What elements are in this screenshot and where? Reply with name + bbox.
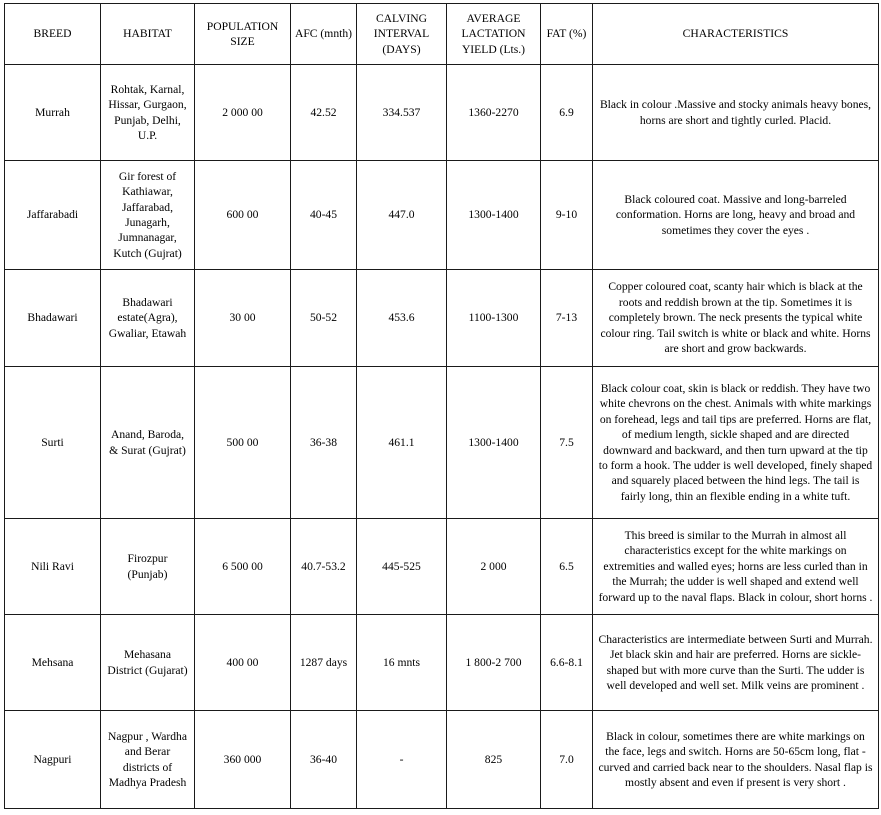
population-cell: 600 00 — [195, 161, 291, 270]
fat-cell: 7-13 — [541, 270, 593, 367]
yield-cell: 825 — [447, 711, 541, 809]
afc-cell: 36-38 — [291, 367, 357, 519]
afc-cell: 40.7-53.2 — [291, 519, 357, 615]
habitat-cell: Bhadawari estate(Agra), Gwaliar, Etawah — [101, 270, 195, 367]
header-characteristics: CHARACTERISTICS — [593, 4, 879, 65]
table-row — [5, 270, 879, 367]
header-calving: CALVING INTERVAL (DAYS) — [357, 4, 447, 65]
fat-cell: 9-10 — [541, 161, 593, 270]
characteristics-cell: Black in colour, sometimes there are white markings on the face, legs and switch. Horns are 50-65cm long, flat - curved and carried back near to the shoulders. Nasal flap is mostly absent and even if present is very short . — [593, 711, 879, 809]
fat-cell: 7.5 — [541, 367, 593, 519]
calving-cell: - — [357, 711, 447, 809]
afc-cell: 36-40 — [291, 711, 357, 809]
calving-cell: 16 mnts — [357, 615, 447, 711]
population-cell: 2 000 00 — [195, 65, 291, 161]
habitat-cell: Rohtak, Karnal, Hissar, Gurgaon, Punjab, Delhi, U.P. — [101, 65, 195, 161]
buffalo-breeds-table — [4, 3, 879, 809]
calving-cell: 445-525 — [357, 519, 447, 615]
habitat-cell: Mehasana District (Gujarat) — [101, 615, 195, 711]
header-breed: BREED — [5, 4, 101, 65]
habitat-cell: Gir forest of Kathiawar, Jaffarabad, Junagarh, Jumnanagar, Kutch (Gujrat) — [101, 161, 195, 270]
yield-cell: 1300-1400 — [447, 161, 541, 270]
characteristics-cell: This breed is similar to the Murrah in almost all characteristics except for the white markings on extremities and walled eyes; horns are less curled than in the Murrah; the udder is well shaped and extend well forward up to the naval flaps. Black in colour, short horns . — [593, 519, 879, 615]
breed-cell: Murrah — [5, 65, 101, 161]
afc-cell: 1287 days — [291, 615, 357, 711]
header-yield: AVERAGE LACTATION YIELD (Lts.) — [447, 4, 541, 65]
characteristics-cell: Characteristics are intermediate between Surti and Murrah. Jet black skin and hair are preferred. Horns are sickle- shaped but with more curve than the Surti. The udder is well developed and well set. Milk veins are prominent . — [593, 615, 879, 711]
characteristics-cell: Black coloured coat. Massive and long-barreled conformation. Horns are long, heavy and broad and sometimes they cover the eyes . — [593, 161, 879, 270]
breed-cell: Nili Ravi — [5, 519, 101, 615]
calving-cell: 461.1 — [357, 367, 447, 519]
table-row — [5, 65, 879, 161]
header-fat: FAT (%) — [541, 4, 593, 65]
table-row — [5, 367, 879, 519]
breed-cell: Mehsana — [5, 615, 101, 711]
yield-cell: 1360-2270 — [447, 65, 541, 161]
yield-cell: 1 800-2 700 — [447, 615, 541, 711]
habitat-cell: Firozpur (Punjab) — [101, 519, 195, 615]
table-row — [5, 519, 879, 615]
calving-cell: 447.0 — [357, 161, 447, 270]
afc-cell: 40-45 — [291, 161, 357, 270]
calving-cell: 453.6 — [357, 270, 447, 367]
breed-cell: Bhadawari — [5, 270, 101, 367]
population-cell: 500 00 — [195, 367, 291, 519]
afc-cell: 50-52 — [291, 270, 357, 367]
characteristics-cell: Copper coloured coat, scanty hair which is black at the roots and reddish brown at the tip. Sometimes it is completely brown. The neck presents the typical white colour ring. Tail switch is white or black and white. Horns are short and grow backwards. — [593, 270, 879, 367]
population-cell: 30 00 — [195, 270, 291, 367]
population-cell: 400 00 — [195, 615, 291, 711]
header-habitat: HABITAT — [101, 4, 195, 65]
habitat-cell: Anand, Baroda, & Surat (Gujrat) — [101, 367, 195, 519]
population-cell: 6 500 00 — [195, 519, 291, 615]
yield-cell: 1300-1400 — [447, 367, 541, 519]
table-row — [5, 161, 879, 270]
breed-cell: Jaffarabadi — [5, 161, 101, 270]
table-row — [5, 711, 879, 809]
breed-cell: Nagpuri — [5, 711, 101, 809]
characteristics-cell: Black colour coat, skin is black or reddish. They have two white chevrons on the chest. Animals with white markings on forehead, legs and tail tips are preferred. Horns are flat, of medium length, sickle shaped and are directed downward and backward, and then turn upward at the tip to form a hook. The udder is well developed, finely shaped and squarely placed between the hind legs. The tail is fairly long, thin an flexible ending in a white tuft. — [593, 367, 879, 519]
population-cell: 360 000 — [195, 711, 291, 809]
habitat-cell: Nagpur , Wardha and Berar districts of Madhya Pradesh — [101, 711, 195, 809]
yield-cell: 1100-1300 — [447, 270, 541, 367]
fat-cell: 6.5 — [541, 519, 593, 615]
fat-cell: 6.9 — [541, 65, 593, 161]
header-population: POPULATION SIZE — [195, 4, 291, 65]
characteristics-cell: Black in colour .Massive and stocky animals heavy bones, horns are short and tightly curled. Placid. — [593, 65, 879, 161]
fat-cell: 7.0 — [541, 711, 593, 809]
table-row — [5, 615, 879, 711]
breed-cell: Surti — [5, 367, 101, 519]
header-row — [5, 4, 879, 65]
fat-cell: 6.6-8.1 — [541, 615, 593, 711]
header-afc: AFC (mnth) — [291, 4, 357, 65]
yield-cell: 2 000 — [447, 519, 541, 615]
calving-cell: 334.537 — [357, 65, 447, 161]
afc-cell: 42.52 — [291, 65, 357, 161]
